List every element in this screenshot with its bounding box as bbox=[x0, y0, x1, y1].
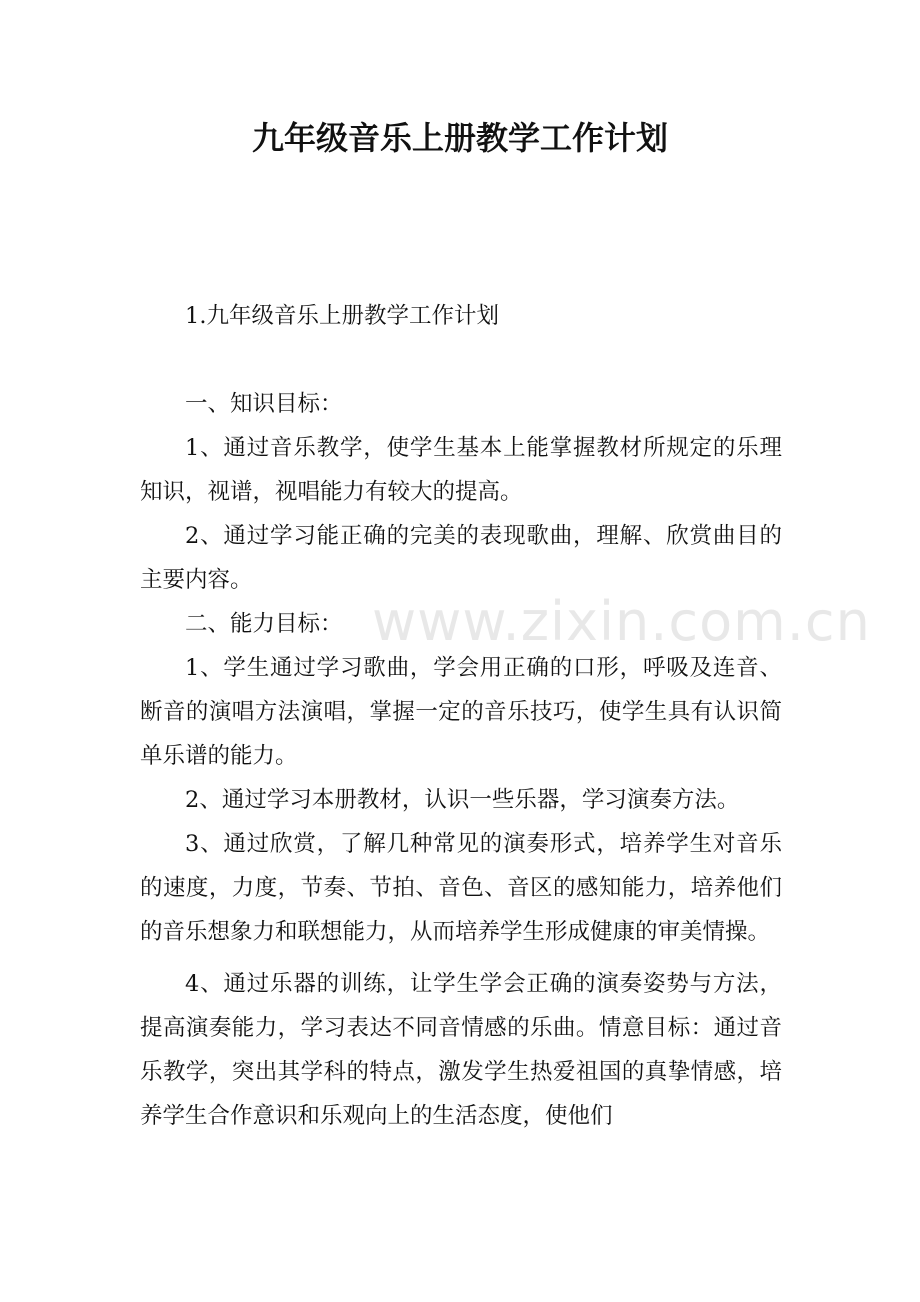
watermark: www.zixin.com.cn bbox=[372, 590, 871, 653]
document-body bbox=[140, 294, 871, 1138]
paragraph: 4、通过乐器的训练，让学生学会正确的演奏姿势与方法，提高演奏能力，学习表达不同音情感的乐曲。情意目标：通过音乐教学，突出其学科的特点，激发学生热爱祖国的真挚情感，培养学生合作意识和乐观向上的生活态度，使他们 bbox=[140, 971, 782, 1129]
paragraph: 3、通过欣赏，了解几种常见的演奏形式，培养学生对音乐的速度，力度，节奏、节拍、音色、音区的感知能力，培养他们的音乐想象力和联想能力，从而培养学生形成健康的审美情操。 bbox=[140, 831, 782, 945]
section-heading-ability: 二、能力目标： bbox=[185, 611, 343, 637]
paragraph: 1、通过音乐教学，使学生基本上能掌握教材所规定的乐理知识，视谱，视唱能力有较大的提高。 bbox=[140, 435, 782, 505]
document-title: 九年级音乐上册教学工作计划 bbox=[251, 119, 668, 157]
paragraph: 1、学生通过学习歌曲，学会用正确的口形，呼吸及连音、断音的演唱方法演唱，掌握一定的音乐技巧，使学生具有认识简单乐谱的能力。 bbox=[140, 655, 782, 769]
paragraph: 2、通过学习能正确的完美的表现歌曲，理解、欣赏曲目的主要内容。 bbox=[140, 523, 782, 593]
section-heading-knowledge: 一、知识目标： bbox=[185, 391, 343, 417]
subtitle-paragraph: 1.九年级音乐上册教学工作计划 bbox=[185, 303, 499, 329]
paragraph: 2、通过学习本册教材，认识一些乐器，学习演奏方法。 bbox=[185, 787, 740, 813]
